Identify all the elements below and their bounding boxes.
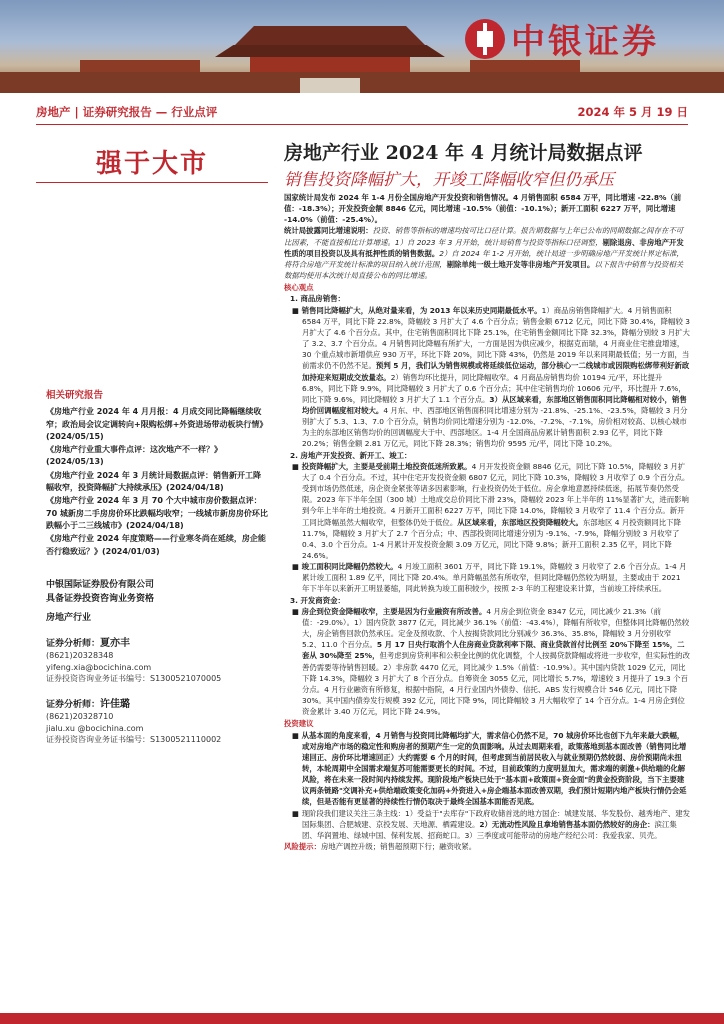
section-1-heading: 1. 商品房销售： xyxy=(290,294,345,304)
invest-bullet-1: ■ 从基本面的角度来看，4 月销售与投资同比降幅均扩大，需求信心仍然不足，70 城房价环比也创下九年来最大跌幅，或对房地产市场的稳定性和购房者的预期产生一定的负面影响。从过去周期来看，政策落地到基本面改善（销售同比增速回正、房价环比增速回正）大约需要 6 个月的时间，但考虑到当前居民收入与就业预期仍然较弱、房价预期尚未扭转，本轮周期中全国需求端复苏可能需要更长的时间。不过，目前政策的力度明显加大，需求端的刺激+供给端的化解风险，将在未来一段时间内持续发挥。现阶段地产板块已处于"基本面+政策面+资金面"的黄金投资阶段，当下主要建议两条链路"交调补充+供给端政策变化加码+外资进入+房企端基本面改善双期，我们预计短期内地产板块行情仍会延续，但是否能有更显著的持续性行情仍取决于最终全国基本面能否见底。 xyxy=(292,730,687,807)
section-2-bullet-2: ■ 竣工面积同比降幅仍然较大。4 月竣工面积 3601 万平，同比下降 19.1%，降幅较 3 月收窄了 2.6 个百分点。1-4 月累计竣工面积 1.89 亿平，同比下降 20.4%。单月降幅虽然有所收窄，但同比降幅仍然较为明显，主要或由于 2021 年下半年以来新开工明显萎缩，同此转换为竣工面积较少，按照 2-3 年的工程建设来计算，当前竣工持续承压。 xyxy=(292,562,687,594)
related-report-link[interactable]: 《房地产行业 2024 年 3 月 70 个大中城市房价数据点评：70 城新房二手房房价环比跌幅均收窄；一线城市新房房价环比跌幅小于二三线城市》(2024/04/18) xyxy=(46,496,268,530)
footer-bar xyxy=(0,1013,724,1024)
analyst-name: 许佳璐 xyxy=(100,698,131,710)
risk-warning: 风险提示：房地产调控升级；销售超预期下行；融资收紧。 xyxy=(284,842,477,852)
report-date: 2024 年 5 月 19 日 xyxy=(577,105,688,119)
intro-note: 统计局披露同比增速说明：投资、销售等指标的增速均按可比口径计算。报告期数据与上年已公布的同期数据之间存在不可比因素，不能直接相比计算增速。1）自 2023 年 3 月开始，统计局销售与投资等指标口径调整，剔除退房、非房地产开发性质的项目投资以及具有抵押性质的销售数据。2）自 2024 年 1-2 月开始，统计局进一步明确房地产开发统计界定标准，将符合房地产开发统计标准的项目纳入统计范围，剔除单纯一级土地开发等非房地产开发项目。以下报告中销售与投资相关数据均使用本次统计局直接公布的同比增速。 xyxy=(284,226,684,281)
section-2-heading: 2. 房地产开发投资、新开工、竣工： xyxy=(290,450,412,460)
analyst-email[interactable]: yifeng.xia@bocichina.com xyxy=(46,662,152,672)
report-title: 房地产行业 2024 年 4 月统计局数据点评 xyxy=(284,142,643,164)
section-3-bullet-1: ■ 房企到位资金降幅收窄，主要是因为行业融资有所改善。4 月房企到位资金 8347 亿元，同比减少 21.3%（前值：-29.0%）。1）国内贷款 3877 亿元，同比减少 36.1%（前值：-43.4%），降幅有所收窄，但整体同比降幅仍然较大，房企销售回款仍然承压。定金及预收款、个人按揭贷款同比分别减少 36.3%、35.8%，降幅较 3 月分别收窄 5.2、11.0 个百分点。5 月 17 日央行取消个人住房商业贷款利率下限、商业贷款首付比例至 20%下降至 15%，二套从 30%降至 25%，但考虑到房贷利率和公积金比例的优化调整，个人按揭贷款降幅或将进一步收窄，但实际性的改善仍需要等待销售回暖。2）非房款 4470 亿元，同比减少 1.5%（前值：-10.9%）。其中国内贷款 1029 亿元，同比下降 14.3%，降幅较 3 月扩大了 8 个百分点。自筹资金 3055 亿元，同比增长 5.7%，增速较 3 月提升了 19.3 个百分点。4 月行业融资有所修复，根据中指院，4 月行业国内外债券、信托、ABS 发行规模合计 546 亿元，同比下降 30%。其中国内债券发行规模 392 亿元，同比下降 9%，同比降幅较 3 月大幅收窄了 14 个百分点。1-4 月房企到位资金累计 3.40 万亿元，同比下降 24.9%。 xyxy=(292,606,690,717)
logo-text: 中银证券 xyxy=(511,22,659,62)
report-subtitle: 销售投资降幅扩大，开竣工降幅收窄但仍承压 xyxy=(284,170,614,189)
bank-logo-icon xyxy=(465,19,505,59)
section-core-label: 核心观点 xyxy=(284,283,314,293)
report-body xyxy=(284,192,690,852)
report-header-bar xyxy=(36,100,688,125)
analyst-cert: 证券投资咨询业务证书编号：S1300521110002 xyxy=(46,735,222,745)
company-logo xyxy=(465,14,659,63)
divider xyxy=(36,182,268,183)
banner-palace-eave xyxy=(215,45,445,57)
analyst-block-2: 证券分析师：许佳璐 xyxy=(46,698,131,710)
analyst-cert: 证券投资咨询业务证书编号：S1300521070005 xyxy=(46,674,222,684)
sidebar xyxy=(46,390,268,746)
related-report-link[interactable]: 《房地产行业 2024 年 3 月统计局数据点评：销售新开工降幅收窄，投资降幅扩大持续承压》(2024/04/18) xyxy=(46,470,261,493)
banner-stairs xyxy=(300,78,360,93)
section-invest-label: 投资建议 xyxy=(284,719,314,729)
related-report-link[interactable]: 《房地产行业 2024 年度策略——行业寒冬尚在延续，房企能否行稳致远？》(2024/01/03) xyxy=(46,534,266,556)
analyst-name: 夏亦丰 xyxy=(100,638,131,650)
invest-bullet-2: ■ 现阶段我们建议关注三条主线：1）受益于"去库存"下政府收储首选的地方国企：城建发展、华发股份、越秀地产、建发国际集团、合肥城建、京投发展、天地源、栖霞建设。2）无流动性风险且拿地销售基本面仍然较好的房企：滨江集团、华润置地、绿城中国、保利发展、招商蛇口。3）三季度或可能带动的房地产经纪公司：我爱我家、贝壳。 xyxy=(292,808,690,840)
related-report-link[interactable]: 《房地产行业重大事件点评：这次地产不一样？》(2024/05/13) xyxy=(46,445,222,467)
banner-wall xyxy=(0,72,724,93)
report-category: 房地产 | 证券研究报告 — 行业点评 xyxy=(36,105,218,119)
rating-label: 强于大市 xyxy=(96,149,209,179)
section-2-bullet-1: ■ 投资降幅扩大，主要是受前期土地投资低迷所致累。4 月开发投资金额 8846 亿元，同比下降 10.5%，降幅较 3 月扩大了 0.4 个百分点。不过，其中住宅开发投资金额 6807 亿元，同比下降 10.3%，降幅较 3 月收窄了 0.9 个百分点。受到市场仍然低迷，房企资金紧张等诸多因素影响，行业投资仍处于低位。房企拿地意愿持续低迷，拓展节奏仍然受限。2023 年下半年全国（300 城）土地成交总价同比下滑 23%，降幅较 2023 年上半年的 11%显著扩大，进而影响到今年上半年的土地投资。4 月新开工面积 6227 万平，同比下降 14.0%，降幅较 3 月收窄了 11.4 个百分点。新开工同比降幅虽然大幅收窄，但整体仍处于低位。从区域来看，东部地区投资降幅较大。东部地区 4 月投资额同比下降 11.7%，降幅较 3 月扩大了 2.7 个百分点；中、西部投资同比增速分别为 -9.1%、-7.9%，降幅分别较 3 月收窄了 0.4、3.0 个百分点。1-4 月累计开发投资金额 3.09 万亿元，同比下降 9.8%；新开工面积 2.35 亿平，同比下降 24.6%。 xyxy=(292,461,690,560)
related-reports-title: 相关研究报告 xyxy=(46,390,104,401)
section-1-bullet-1: ■ 销售同比降幅扩大，从绝对量来看，为 2013 年以来历史同期最低水平。1）商品房销售降幅扩大。4 月销售面积 6584 万平，同比下降 22.8%，降幅较 3 月扩大了 4.6 个百分点；销售金额 6712 亿元，同比下降 30.4%，降幅较 3 月扩大了 4.6 个百分点。其中，住宅销售面积同比下降 25.1%，住宅销售金额同比下降 32.3%，降幅分别较 3 月扩大了 3.2、3.7 个百分点。4 月销售同比降幅有所扩大，一方面是因为供应减少，根据克而瑞，4 月商业住宅推盘增速，30 个重点城市新增供应 930 万平，环比下降 20%，同比下降 43%，仍然是 2019 年以来同期最低值；另一方面，当前需求仍不仍然不足。预判 5 月，我们认为销售规模或将延续低位运动，部分核心一二线城市或因限购松绑带利好新政加持迎来短期成交放量态。2）销售均环比提升，同比降幅收窄。4 月商品房销售均价 10194 元/平，环比提升 6.8%，同比下降 9.9%，同比降幅较 3 月扩大了 0.6 个百分点；其中住宅销售均价 10606 元/平，环比提升 7.6%，同比下降 9.6%，同比降幅较 3 月扩大了 1.1 个百分点。3）从区域来看，东部地区销售面积同比降幅相对较小，销售均价回调幅度相对较大。4 月东、中、西部地区销售面积同比增速分别为 -21.8%、-25.1%、-23.5%，降幅较 3 月分别扩大了 5.3、1.3、7.0 个百分点，销售均价同比增速分别为 -12.0%、-7.2%、-7.1%，房价相对较高、以核心城市为主的东部地区销售均价的回调幅度大于中、西部地区。1-4 月全国商品房累计销售面积 2.93 亿平，同比下降 20.2%；销售金额 2.81 万亿元，同比下降 28.3%；销售均价 9595 元/平，同比下降 10.2%。 xyxy=(292,305,690,449)
related-report-link[interactable]: 《房地产行业 2024 年 4 月月报：4 月成交同比降幅继续收窄；政治局会议定调转向+限购松绑+外资进场带动板块行情》(2024/05/15) xyxy=(46,407,268,441)
section-3-heading: 3. 开发商资金： xyxy=(290,595,345,605)
company-name: 中银国际证券股份有限公司 具备证券投资咨询业务资格 xyxy=(46,579,155,604)
analyst-block-1: 证券分析师：夏亦丰 xyxy=(46,638,131,650)
industry-label: 房地产行业 xyxy=(46,612,92,623)
analyst-email[interactable]: jialu.xu @bocichina.com xyxy=(46,723,144,733)
analyst-phone: (8621)20328710 xyxy=(46,712,114,722)
analyst-phone: (8621)20328348 xyxy=(46,651,114,661)
intro-lead: 国家统计局发布 2024 年 1-4 月份全国房地产开发投资和销售情况。4 月销售面积 6584 万平，同比增速 -22.8%（前值：-18.3%）；开发投资金额 8846 亿元，同比增速 -10.5%（前值：-10.1%）；新开工面积 6227 万平，同比增速 -14.0%（前值：-25.4%）。 xyxy=(284,193,682,225)
